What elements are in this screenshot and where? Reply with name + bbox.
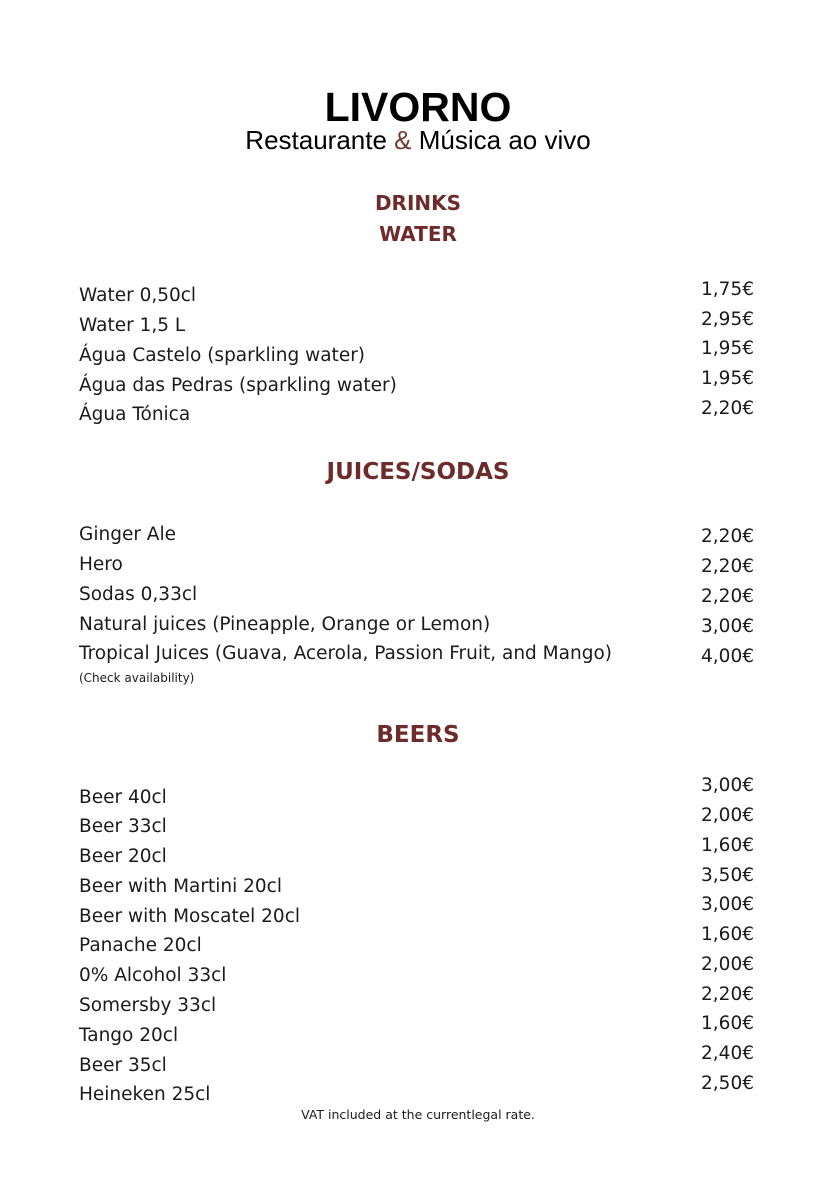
menu-item-price: 2,00€: [701, 954, 754, 975]
menu-item-price: 2,20€: [701, 984, 754, 1005]
menu-item-price: 1,75€: [701, 279, 754, 300]
menu-item-name: Água Castelo (sparkling water): [79, 345, 366, 366]
restaurant-title: LIVORNO: [324, 84, 512, 130]
menu-item-price: 2,20€: [701, 526, 754, 547]
menu-item-name: Beer 40cl: [79, 787, 167, 808]
section-heading-beers: BEERS: [376, 722, 460, 748]
menu-item-price: 2,00€: [701, 805, 754, 826]
section-heading-juices-sodas: JUICES/SODAS: [326, 459, 510, 485]
menu-item-price: 2,40€: [701, 1043, 754, 1064]
menu-item-price: 1,95€: [701, 338, 754, 359]
menu-item-price: 3,00€: [701, 894, 754, 915]
subtitle-musica: Música ao vivo: [411, 125, 591, 155]
menu-item-price: 3,50€: [701, 865, 754, 886]
section-heading-drinks: DRINKS: [374, 191, 462, 215]
menu-item-price: 1,60€: [701, 835, 754, 856]
menu-item-name: Ginger Ale: [79, 524, 176, 545]
menu-item-name: Tropical Juices (Guava, Acerola, Passion Fruit, and Mango): [79, 643, 612, 664]
menu-item-price: 1,60€: [701, 924, 754, 945]
menu-item-name: Heineken 25cl: [79, 1084, 211, 1105]
menu-item-name: Panache 20cl: [79, 935, 202, 956]
menu-item-price: 2,20€: [701, 398, 754, 419]
menu-item-price: 2,20€: [701, 556, 754, 577]
subtitle-ampersand: &: [394, 125, 412, 155]
vat-note: VAT included at the currentlegal rate.: [301, 1107, 535, 1122]
menu-item-name: Beer with Martini 20cl: [79, 876, 282, 897]
subtitle-restaurante: Restaurante: [245, 125, 395, 155]
menu-item-name: Água Tónica: [79, 404, 191, 425]
menu-item-price: 3,00€: [701, 616, 754, 637]
menu-item-name: Beer 35cl: [79, 1055, 167, 1076]
restaurant-subtitle: [0, 124, 836, 156]
menu-item-price: 3,00€: [701, 775, 754, 796]
menu-item-name: Water 0,50cl: [79, 285, 197, 306]
menu-item-name: Beer 33cl: [79, 816, 167, 837]
menu-item-name: Natural juices (Pineapple, Orange or Lemon): [79, 614, 491, 635]
menu-item-price: 1,95€: [701, 368, 754, 389]
menu-item-name: Beer 20cl: [79, 846, 167, 867]
availability-note: (Check availability): [79, 671, 195, 685]
menu-item-name: Water 1,5 L: [79, 315, 186, 336]
menu-item-name: Beer with Moscatel 20cl: [79, 906, 301, 927]
menu-item-price: 1,60€: [701, 1013, 754, 1034]
menu-item-name: Somersby 33cl: [79, 995, 217, 1016]
menu-item-price: 2,20€: [701, 586, 754, 607]
menu-item-name: Sodas 0,33cl: [79, 584, 198, 605]
menu-item-name: Água das Pedras (sparkling water): [79, 375, 397, 396]
menu-item-name: 0% Alcohol 33cl: [79, 965, 227, 986]
menu-item-price: 2,50€: [701, 1073, 754, 1094]
menu-item-price: 2,95€: [701, 309, 754, 330]
section-heading-water: WATER: [379, 222, 457, 246]
menu-item-price: 4,00€: [701, 646, 754, 667]
menu-item-name: Hero: [79, 554, 123, 575]
menu-item-name: Tango 20cl: [79, 1025, 179, 1046]
